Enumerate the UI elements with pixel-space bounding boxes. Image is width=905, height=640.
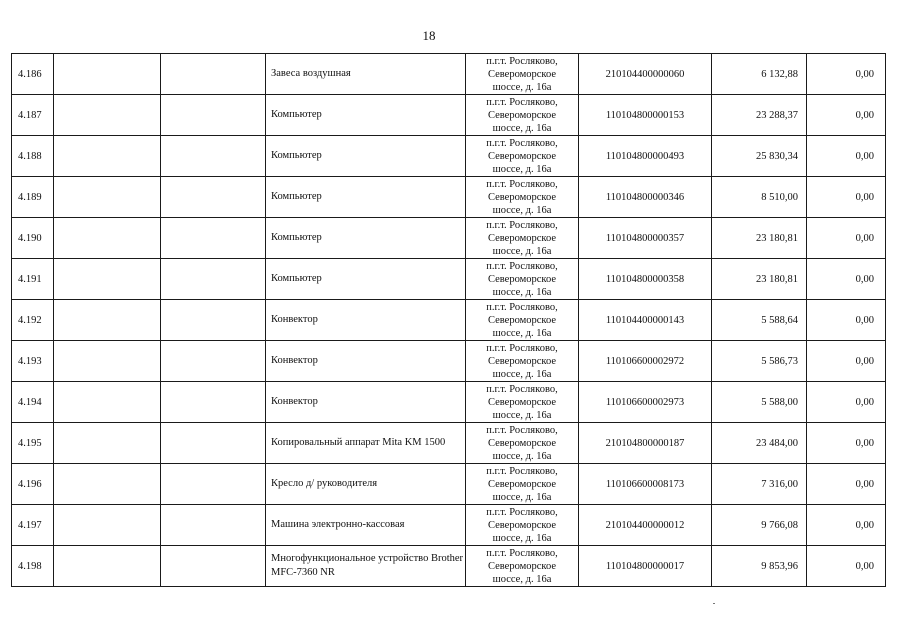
row-number-cell: 4.198: [12, 546, 54, 587]
address-line: шоссе, д. 16а: [492, 81, 552, 93]
address-line: Североморское: [487, 191, 557, 203]
address-line: Североморское: [487, 560, 557, 572]
inventory-code-cell: 210104800000187: [579, 423, 712, 464]
row-number-cell: 4.191: [12, 259, 54, 300]
address-cell: [466, 259, 579, 300]
address-cell: [466, 546, 579, 587]
address-cell: [466, 382, 579, 423]
address-cell: [466, 505, 579, 546]
empty-cell-2: [54, 505, 161, 546]
address-line: Североморское: [487, 314, 557, 326]
address-line: шоссе, д. 16а: [492, 122, 552, 134]
address-cell: [466, 177, 579, 218]
address-line: Североморское: [487, 150, 557, 162]
residual-value-cell: 0,00: [807, 218, 886, 259]
cost-cell: 9 853,96: [712, 546, 807, 587]
cost-cell: 8 510,00: [712, 177, 807, 218]
address-cell: [466, 218, 579, 259]
table-row: [12, 177, 886, 218]
address-line: шоссе, д. 16а: [492, 327, 552, 339]
row-number-cell: 4.196: [12, 464, 54, 505]
empty-cell-2: [54, 341, 161, 382]
address-cell: [466, 54, 579, 95]
address-line: шоссе, д. 16а: [492, 532, 552, 544]
item-name-cell: Кресло д/ руководителя: [266, 464, 466, 505]
address-line: шоссе, д. 16а: [492, 204, 552, 216]
cost-cell: 9 766,08: [712, 505, 807, 546]
inventory-code-cell: 110104800000346: [579, 177, 712, 218]
cost-cell: 5 588,64: [712, 300, 807, 341]
inventory-code-cell: 210104400000060: [579, 54, 712, 95]
item-name-cell: Многофункциональное устройство Brother MFC-7360 NR: [266, 546, 466, 587]
cost-cell: 5 588,00: [712, 382, 807, 423]
table-row: [12, 300, 886, 341]
address-line: п.г.т. Росляково,: [486, 383, 558, 395]
item-name-cell: Компьютер: [266, 259, 466, 300]
inventory-code-cell: 110104800000358: [579, 259, 712, 300]
item-name-cell: Копировальный аппарат Mita KM 1500: [266, 423, 466, 464]
inventory-code-cell: 110106600002972: [579, 341, 712, 382]
residual-value-cell: 0,00: [807, 464, 886, 505]
row-number-cell: 4.190: [12, 218, 54, 259]
empty-cell-2: [54, 423, 161, 464]
empty-cell-2: [54, 54, 161, 95]
residual-value-cell: 0,00: [807, 136, 886, 177]
row-number-cell: 4.189: [12, 177, 54, 218]
empty-cell-3: [161, 136, 266, 177]
address-line: п.г.т. Росляково,: [486, 506, 558, 518]
address-line: Североморское: [487, 396, 557, 408]
empty-cell-2: [54, 464, 161, 505]
address-line: п.г.т. Росляково,: [486, 342, 558, 354]
empty-cell-3: [161, 95, 266, 136]
table-row: [12, 341, 886, 382]
inventory-table: [11, 53, 886, 587]
table-row: [12, 136, 886, 177]
address-line: п.г.т. Росляково,: [486, 96, 558, 108]
row-number-cell: 4.187: [12, 95, 54, 136]
cost-cell: 23 180,81: [712, 259, 807, 300]
empty-cell-3: [161, 54, 266, 95]
address-line: п.г.т. Росляково,: [486, 547, 558, 559]
empty-cell-3: [161, 259, 266, 300]
table-body: [12, 54, 886, 587]
cost-cell: 25 830,34: [712, 136, 807, 177]
empty-cell-3: [161, 300, 266, 341]
residual-value-cell: 0,00: [807, 54, 886, 95]
address-line: п.г.т. Росляково,: [486, 424, 558, 436]
cost-cell: 6 132,88: [712, 54, 807, 95]
address-cell: [466, 341, 579, 382]
address-line: п.г.т. Росляково,: [486, 219, 558, 231]
inventory-code-cell: 110106600008173: [579, 464, 712, 505]
address-line: шоссе, д. 16а: [492, 163, 552, 175]
address-cell: [466, 136, 579, 177]
cost-cell: 7 316,00: [712, 464, 807, 505]
table-row: [12, 505, 886, 546]
address-line: Североморское: [487, 355, 557, 367]
empty-cell-2: [54, 136, 161, 177]
inventory-code-cell: 110104400000143: [579, 300, 712, 341]
address-line: шоссе, д. 16а: [492, 368, 552, 380]
item-name-cell: Конвектор: [266, 341, 466, 382]
address-line: п.г.т. Росляково,: [486, 137, 558, 149]
row-number-cell: 4.192: [12, 300, 54, 341]
empty-cell-3: [161, 423, 266, 464]
residual-value-cell: 0,00: [807, 259, 886, 300]
address-line: Североморское: [487, 478, 557, 490]
empty-cell-3: [161, 218, 266, 259]
empty-cell-3: [161, 177, 266, 218]
empty-cell-3: [161, 505, 266, 546]
residual-value-cell: 0,00: [807, 505, 886, 546]
table-row: [12, 259, 886, 300]
table-row: [12, 382, 886, 423]
address-line: Североморское: [487, 519, 557, 531]
empty-cell-2: [54, 95, 161, 136]
row-number-cell: 4.195: [12, 423, 54, 464]
address-cell: [466, 95, 579, 136]
cost-cell: 23 484,00: [712, 423, 807, 464]
address-line: Североморское: [487, 232, 557, 244]
table-row: [12, 54, 886, 95]
row-number-cell: 4.188: [12, 136, 54, 177]
empty-cell-2: [54, 382, 161, 423]
stray-mark: [713, 603, 715, 604]
residual-value-cell: 0,00: [807, 300, 886, 341]
address-line: шоссе, д. 16а: [492, 245, 552, 257]
address-cell: [466, 423, 579, 464]
row-number-cell: 4.186: [12, 54, 54, 95]
table-row: [12, 95, 886, 136]
table-row: [12, 423, 886, 464]
address-line: Североморское: [487, 109, 557, 121]
address-line: п.г.т. Росляково,: [486, 301, 558, 313]
residual-value-cell: 0,00: [807, 382, 886, 423]
residual-value-cell: 0,00: [807, 423, 886, 464]
address-line: шоссе, д. 16а: [492, 491, 552, 503]
address-line: Североморское: [487, 437, 557, 449]
item-name-cell: Конвектор: [266, 300, 466, 341]
empty-cell-2: [54, 300, 161, 341]
residual-value-cell: 0,00: [807, 95, 886, 136]
inventory-code-cell: 110104800000493: [579, 136, 712, 177]
address-line: п.г.т. Росляково,: [486, 55, 558, 67]
address-line: Североморское: [487, 68, 557, 80]
address-line: шоссе, д. 16а: [492, 409, 552, 421]
item-name-cell: Завеса воздушная: [266, 54, 466, 95]
address-line: шоссе, д. 16а: [492, 450, 552, 462]
inventory-code-cell: 110104800000357: [579, 218, 712, 259]
item-name-cell: Компьютер: [266, 136, 466, 177]
inventory-code-cell: 110106600002973: [579, 382, 712, 423]
address-line: шоссе, д. 16а: [492, 573, 552, 585]
cost-cell: 23 180,81: [712, 218, 807, 259]
residual-value-cell: 0,00: [807, 546, 886, 587]
address-line: шоссе, д. 16а: [492, 286, 552, 298]
empty-cell-2: [54, 259, 161, 300]
row-number-cell: 4.194: [12, 382, 54, 423]
empty-cell-2: [54, 546, 161, 587]
empty-cell-3: [161, 546, 266, 587]
inventory-code-cell: 110104800000017: [579, 546, 712, 587]
address-line: Североморское: [487, 273, 557, 285]
empty-cell-3: [161, 382, 266, 423]
row-number-cell: 4.193: [12, 341, 54, 382]
page-number: 18: [422, 28, 436, 43]
row-number-cell: 4.197: [12, 505, 54, 546]
item-name-cell: Компьютер: [266, 218, 466, 259]
address-line: п.г.т. Росляково,: [486, 465, 558, 477]
inventory-code-cell: 210104400000012: [579, 505, 712, 546]
item-name-cell: Машина электронно-кассовая: [266, 505, 466, 546]
table-row: [12, 464, 886, 505]
address-cell: [466, 300, 579, 341]
table-row: [12, 546, 886, 587]
cost-cell: 23 288,37: [712, 95, 807, 136]
item-name-cell: Компьютер: [266, 177, 466, 218]
address-cell: [466, 464, 579, 505]
empty-cell-2: [54, 218, 161, 259]
table-row: [12, 218, 886, 259]
item-name-cell: Компьютер: [266, 95, 466, 136]
address-line: п.г.т. Росляково,: [486, 260, 558, 272]
cost-cell: 5 586,73: [712, 341, 807, 382]
empty-cell-3: [161, 464, 266, 505]
residual-value-cell: 0,00: [807, 341, 886, 382]
item-name-cell: Конвектор: [266, 382, 466, 423]
empty-cell-2: [54, 177, 161, 218]
empty-cell-3: [161, 341, 266, 382]
address-line: п.г.т. Росляково,: [486, 178, 558, 190]
residual-value-cell: 0,00: [807, 177, 886, 218]
inventory-code-cell: 110104800000153: [579, 95, 712, 136]
